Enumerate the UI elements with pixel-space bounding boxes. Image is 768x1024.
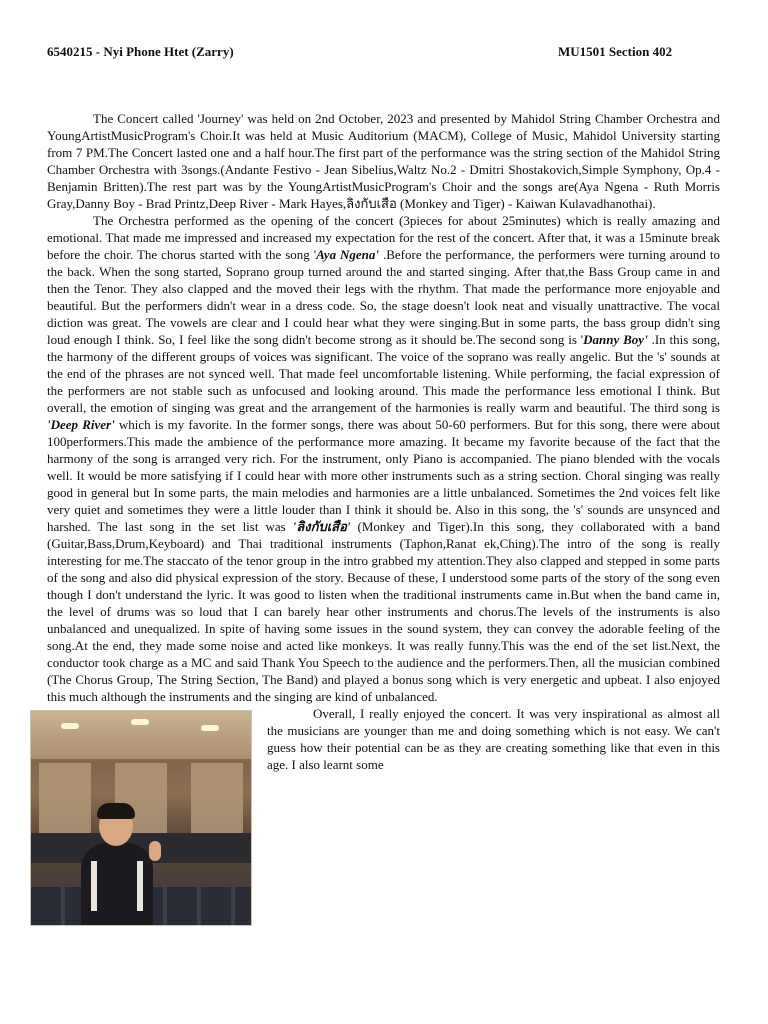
review-text-4: which is my favorite. In the former songs, there was about 50-60 performers. But for this song, there were about 100performers.This made the ambience of the performance more amazing. It became my favorite because of the fact that the harmony of the song is arranged very rich. For the instrument, only Piano is accompanied. The piano blended with the vocals well. It would be more satisfying if I could hear with more other instruments such as a string section. Choral singing was really good in general but In some parts, the main melodies and harmonies are a little unbalanced. Sometimes the 2nd voices felt like very quiet and sometimes they were a little louder than I think it should be. Also in this song, the 's' sounds are unsynced and harshed. The last song in the set list was xyxy=(47,417,720,534)
student-name-id: 6540215 - Nyi Phone Htet (Zarry) xyxy=(47,44,234,59)
song-title-monkey-and-tiger: 'ลิงกับเสือ' xyxy=(292,519,351,534)
song-title-deep-river: 'Deep River' xyxy=(47,417,115,432)
review-text-3: .In this song, the harmony of the different groups of voices was significant. The voice of the soprano was really angelic. But the 's' sounds at the end of the phrases are not synced well. That made feel uncomfortable listening. While performing, the facial expression of the performers are not stable such as unfocused and looking around. This made the performance less emotional I think. But overall, the emotion of singing was great and the arrangement of the harmonies is really warm and beautiful. The third song is xyxy=(47,332,721,415)
review-text-1: The Orchestra performed as the opening of the concert (3pieces for about 25minutes) which is really amazing and emotional. That made me impressed and increased my expectation for the rest of the concert. After that, it was a 15minute break before the choir. The chorus started with the song ' xyxy=(47,213,720,262)
peace-sign-hand xyxy=(149,841,161,861)
jacket-sleeve xyxy=(137,861,143,911)
review-text-5: (Monkey and Tiger).In this song, they collaborated with a band (Guitar,Bass,Drum,Keyboard) and Thai traditional instruments (Taphon,Ranat ek,Ching).The intro of the song is really interesting for me.The staccato of the tenor group in the intro grabbed my attention.They also clapped and stepped in some parts of the song and also did physical expression of the story. Because of these, I understood some parts of the story of the song even though I don't understand the lyric. It was good to listen when the traditional instruments came in.But when the band came in, the level of drums was so loud that I can barely hear other instruments and chorus.The levels of the instruments is also unbalanced and unequalized. In spite of having some issues in the sound system, they can convey the adorable feeling of the song.At the end, they made some noise and acted like monkeys. It was really funny.This was the end of the set list.Next, the conductor took charge as a MC and said Thank You Speech to the audience and the performers.Then, all the musician combined (The Chorus Group, The String Section, The Band) and played a bonus song which is very energetic and upbeat. I also enjoyed this much although the instruments and the singing are kind of unbalanced. xyxy=(47,519,721,704)
essay-body xyxy=(47,110,720,931)
ceiling-light xyxy=(131,719,149,725)
wall-panel xyxy=(39,763,91,833)
paragraph-conclusion: Overall, I really enjoyed the concert. It was very inspirational as almost all the musicians are younger than me and doing something which is not easy. We can't guess how their potential can be as they are creating something like that even in this age. I also learnt some xyxy=(267,706,720,772)
paragraph-review xyxy=(47,212,720,705)
paragraph-intro: The Concert called 'Journey' was held on 2nd October, 2023 and presented by Mahidol String Chamber Orchestra and YoungArtistMusicProgram's Choir.It was held at Music Auditorium (MACM), College of Music, Mahidol University starting from 7 PM.The Concert lasted one and a half hour.The first part of the performance was the string section of the Mahidol String Chamber Orchestra with 3songs.(Andante Festivo - Jean Sibelius,Waltz No.2 - Dmitri Shostakovich,Simple Symphony, Op.4 - Benjamin Britten).The rest part was by the YoungArtistMusicProgram's Choir and the songs are(Aya Ngena - Ruth Morris Gray,Danny Boy - Brad Printz,Deep River - Mark Hayes,ลิงกับเสือ (Monkey and Tiger) - Kaiwan Kulavadhanothai). xyxy=(47,111,720,211)
review-text-2: .Before the performance, the performers were turning around to the back. When the song started, Soprano group turned around the and started singing. After that,the Bass Group came in and then the Tenor. They also clapped and the moved their legs with the rhythm. That made the performance more enjoyable and beautiful. But the performers didn't wear in a dress code. So, the stage doesn't look neat and visually unattractive. The vocal diction was great. The vowels are clear and I could hear what they were singing.But in some parts, the bass group didn't sing loud enough I think. So, I feel like the song didn't become strong as it should be.The second song is ' xyxy=(47,247,720,347)
course-section: MU1501 Section 402 xyxy=(558,44,673,59)
ceiling-light xyxy=(201,725,219,731)
song-title-aya-ngena: Aya Ngena' xyxy=(316,247,380,262)
jacket-sleeve xyxy=(91,861,97,911)
concert-selfie-photo xyxy=(31,711,251,925)
song-title-danny-boy: Danny Boy' xyxy=(583,332,648,347)
ceiling-light xyxy=(61,723,79,729)
wall-panel xyxy=(191,763,243,833)
person-hair xyxy=(97,803,135,819)
